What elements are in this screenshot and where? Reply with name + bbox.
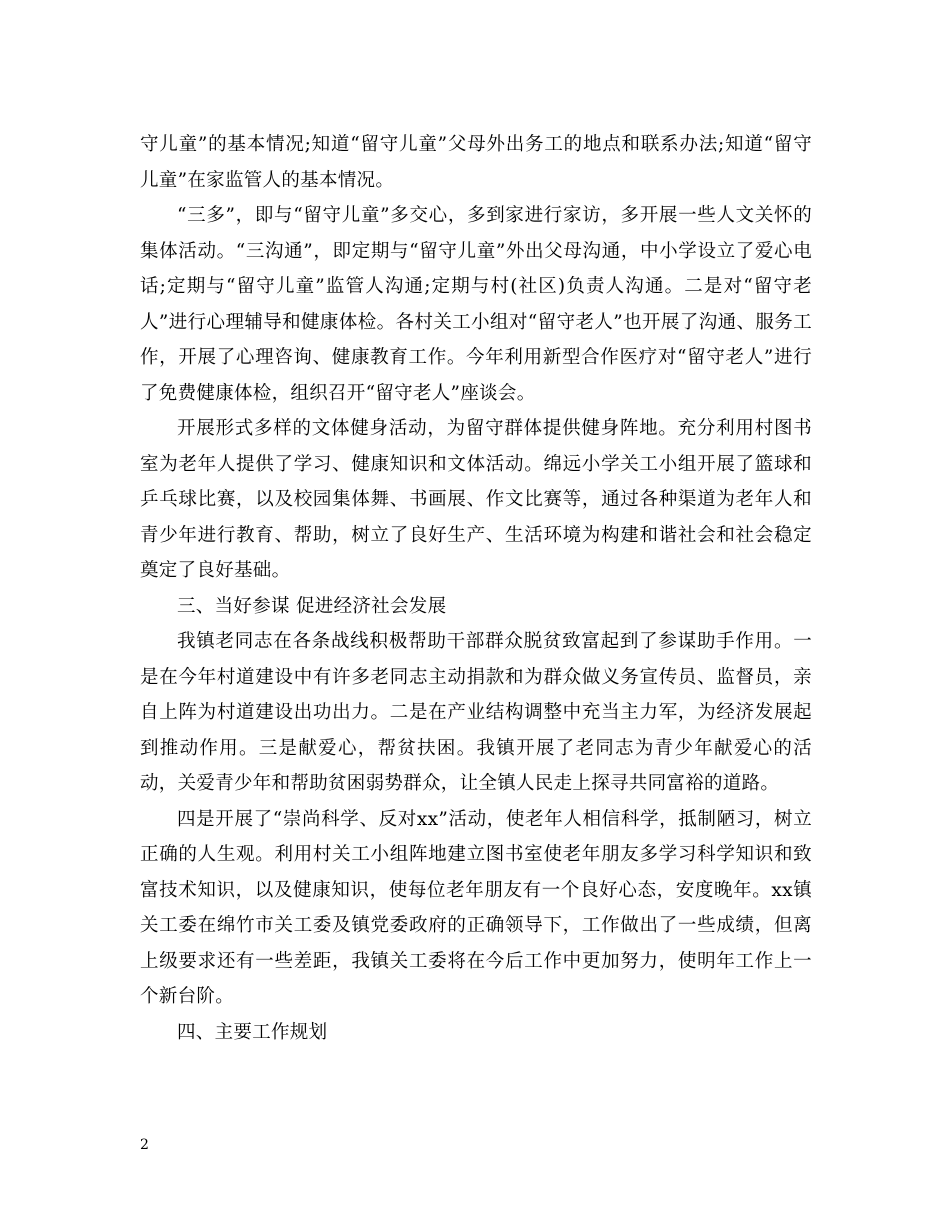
section-heading-four: 四、主要工作规划 [177, 1021, 328, 1043]
paragraph-left-behind-children: “三多”，即与“留守儿童”多交心，多到家进行家访，多开展一些人文关怀的集体活动。“三沟通”，即定期与“留守儿童”外出父母沟通，中小学设立了爱心电话;定期与“留守儿童”监管人沟通;定期与村(社区)负责人沟通。二是对“留守老人”进行心理辅导和健康体检。各村关工小组对“留守老人”也开展了沟通、服务工作，开展了心理咨询、健康教育工作。今年利用新型合作医疗对“留守老人”进行了免费健康体检，组织召开“留守老人”座谈会。 [140, 205, 812, 404]
paragraph-science-campaign: 四是开展了“崇尚科学、反对xx”活动，使老年人相信科学，抵制陋习，树立正确的人生观。利用村关工小组阵地建立图书室使老年朋友多学习科学知识和致富技术知识，以及健康知识，使每位老年朋友有一个良好心态，安度晚年。xx镇关工委在绵竹市关工委及镇党委政府的正确领导下，工作做出了一些成绩，但离上级要求还有一些差距，我镇关工委将在今后工作中更加努力，使明年工作上一个新台阶。 [140, 808, 812, 1007]
paragraph-continuation: 守儿童”的基本情况;知道“留守儿童”父母外出务工的地点和联系办法;知道“留守儿童”在家监管人的基本情况。 [140, 134, 812, 191]
section-heading-three: 三、当好参谋 促进经济社会发展 [177, 595, 447, 617]
page-number: 2 [140, 1137, 149, 1153]
document-body [140, 127, 812, 1050]
paragraph-economic-development: 我镇老同志在各条战线积极帮助干部群众脱贫致富起到了参谋助手作用。一是在今年村道建设中有许多老同志主动捐款和为群众做义务宣传员、监督员，亲自上阵为村道建设出功出力。二是在产业结构调整中充当主力军，为经济发展起到推动作用。三是献爱心，帮贫扶困。我镇开展了老同志为青少年献爱心的活动，关爱青少年和帮助贫困弱势群众，让全镇人民走上探寻共同富裕的道路。 [140, 631, 812, 794]
paragraph-cultural-activities: 开展形式多样的文体健身活动，为留守群体提供健身阵地。充分利用村图书室为老年人提供了学习、健康知识和文体活动。绵远小学关工小组开展了篮球和乒乓球比赛，以及校园集体舞、书画展、作文比赛等，通过各种渠道为老年人和青少年进行教育、帮助，树立了良好生产、生活环境为构建和谐社会和社会稳定奠定了良好基础。 [140, 418, 812, 581]
